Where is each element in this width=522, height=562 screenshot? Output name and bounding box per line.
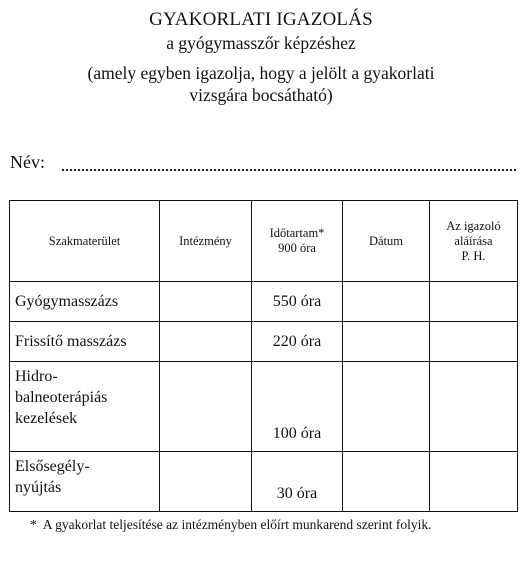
name-dotted-line[interactable]	[62, 169, 516, 171]
header-duration	[252, 201, 343, 282]
hours-cell: 550 óra	[252, 282, 343, 322]
area-text: Gyógymasszázs	[15, 293, 119, 310]
area-text: Frissítő masszázs	[15, 333, 127, 350]
date-cell[interactable]	[343, 452, 430, 512]
header-institution: Intézmény	[160, 201, 252, 282]
document-header	[0, 8, 522, 106]
area-cell	[10, 452, 160, 512]
area-text-line-2: nyújtás	[15, 479, 62, 496]
document-note-line-2: vizsgára bocsátható)	[189, 85, 333, 105]
document-title: GYAKORLATI IGAZOLÁS	[149, 9, 373, 30]
header-area: Szakmaterület	[10, 201, 160, 282]
header-date: Dátum	[343, 201, 430, 282]
signature-cell[interactable]	[430, 452, 518, 512]
table-row	[10, 362, 518, 452]
date-cell[interactable]	[343, 282, 430, 322]
hours-cell: 30 óra	[252, 452, 343, 512]
date-cell[interactable]	[343, 322, 430, 362]
hours-cell: 220 óra	[252, 322, 343, 362]
date-cell[interactable]	[343, 362, 430, 452]
footnote-text: A gyakorlat teljesítése az intézményben előírt munkarend szerint folyik.	[42, 517, 432, 532]
area-text-line-1: Hidro-	[15, 368, 58, 385]
table-row	[10, 282, 518, 322]
area-text-line-1: Elsősegély-	[15, 458, 90, 475]
signature-cell[interactable]	[430, 322, 518, 362]
header-signature	[430, 201, 518, 282]
area-cell	[10, 362, 160, 452]
hours-cell: 100 óra	[252, 362, 343, 452]
area-text-line-2: balneoterápiás	[15, 389, 108, 406]
practice-table	[9, 200, 518, 512]
header-signature-line-2: aláírása	[454, 233, 493, 248]
area-cell	[10, 282, 160, 322]
footnote-marker: *	[30, 517, 37, 532]
area-cell	[10, 322, 160, 362]
document-note-line-1: (amely egyben igazolja, hogy a jelölt a gyakorlati	[87, 63, 435, 83]
name-field[interactable]	[10, 150, 516, 176]
institution-cell[interactable]	[160, 452, 252, 512]
table-row	[10, 452, 518, 512]
header-signature-line-1: Az igazoló	[446, 218, 501, 233]
document-subtitle: a gyógymasszőr képzéshez	[166, 33, 356, 53]
table-header-row	[10, 201, 518, 282]
signature-cell[interactable]	[430, 362, 518, 452]
signature-cell[interactable]	[430, 282, 518, 322]
header-duration-line-1: Időtartam*	[269, 226, 325, 240]
table-row	[10, 322, 518, 362]
institution-cell[interactable]	[160, 282, 252, 322]
name-label: Név:	[10, 152, 45, 172]
institution-cell[interactable]	[160, 322, 252, 362]
header-duration-line-2: 900 óra	[278, 241, 316, 255]
header-signature-line-3: P. H.	[461, 248, 486, 263]
footnote	[12, 516, 518, 533]
institution-cell[interactable]	[160, 362, 252, 452]
area-text-line-3: kezelések	[15, 410, 78, 427]
